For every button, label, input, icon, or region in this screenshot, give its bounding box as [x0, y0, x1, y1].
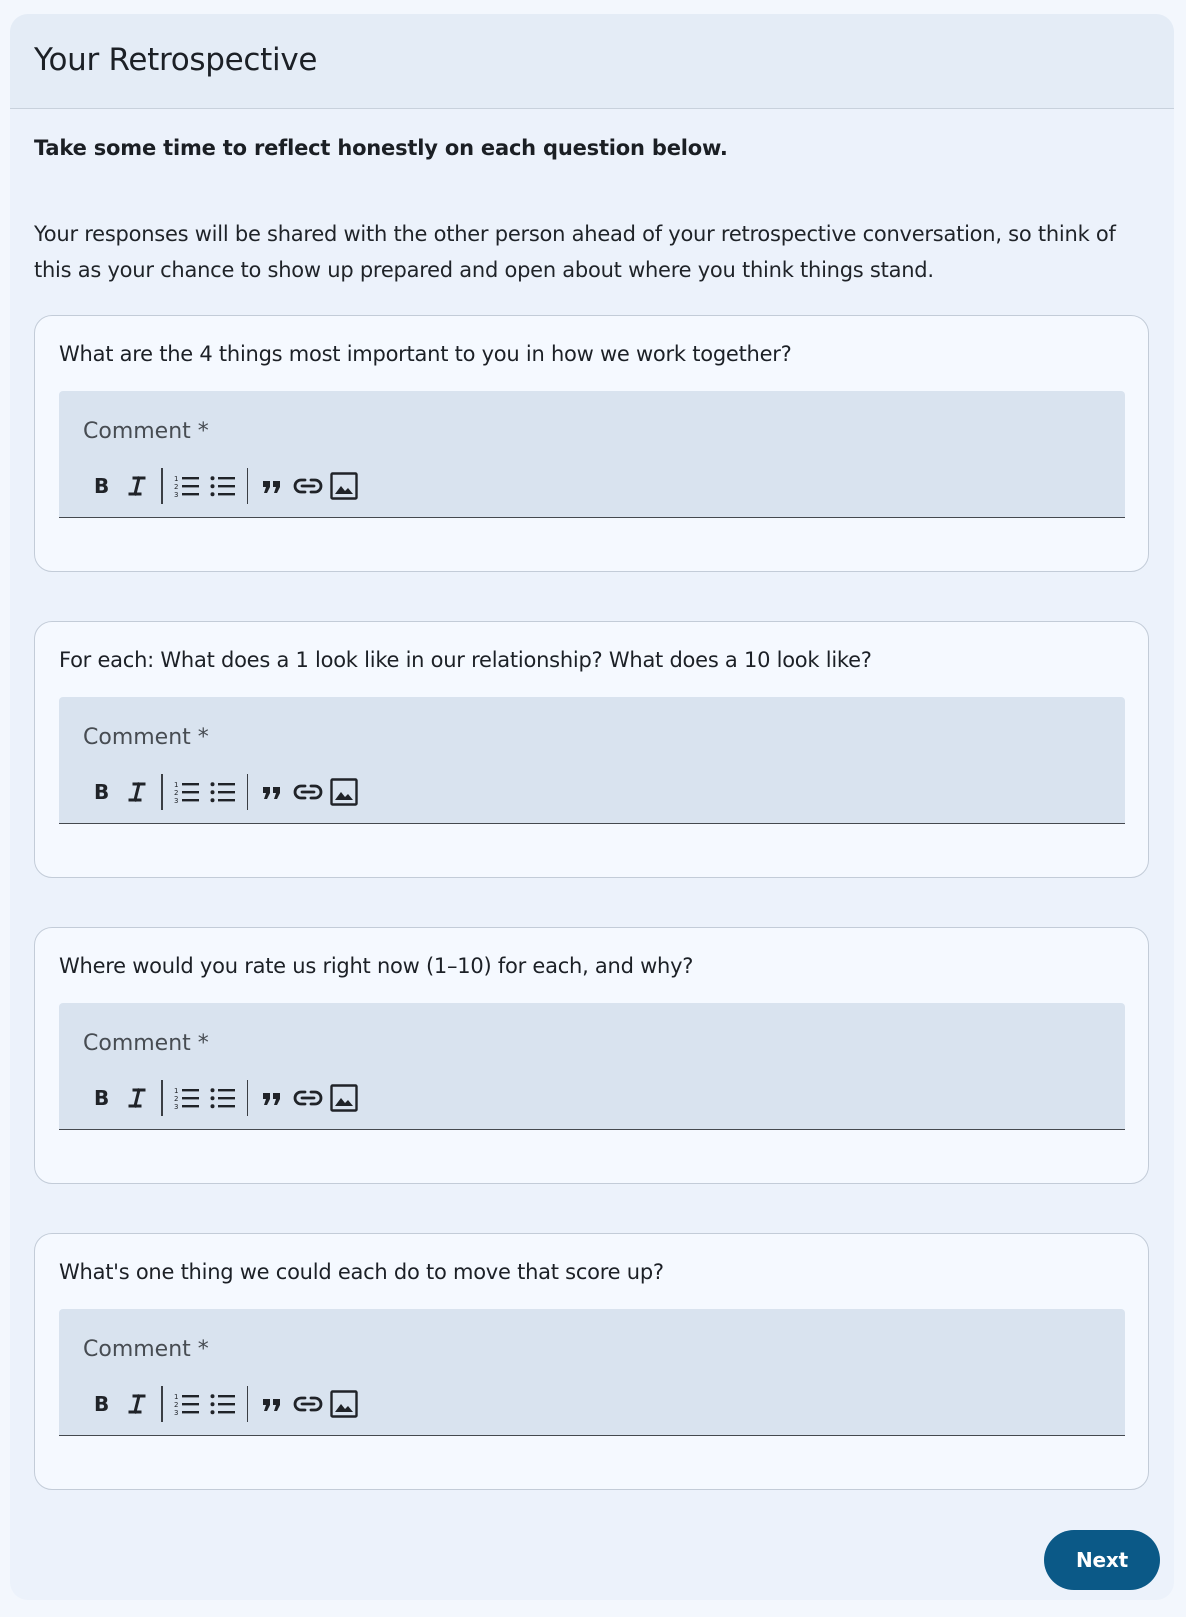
comment-editor-1[interactable] [59, 391, 1125, 518]
numbered-list-button[interactable] [169, 775, 205, 809]
question-card-2 [34, 621, 1149, 878]
formatting-toolbar [83, 774, 362, 810]
image-icon [330, 1084, 358, 1112]
formatting-toolbar [83, 1386, 362, 1422]
italic-button[interactable] [119, 1081, 155, 1115]
svg-text:1: 1 [173, 1393, 178, 1401]
svg-text:3: 3 [173, 1409, 178, 1416]
bulleted-list-button[interactable] [205, 775, 241, 809]
svg-text:B: B [94, 475, 110, 497]
next-button[interactable]: Next [1044, 1530, 1160, 1590]
svg-text:2: 2 [173, 483, 178, 491]
comment-label: Comment * [83, 725, 209, 750]
toolbar-divider [247, 1386, 249, 1422]
question-label: What's one thing we could each do to move that score up? [59, 1260, 664, 1284]
toolbar-divider [161, 468, 163, 504]
bulleted-list-button[interactable] [205, 469, 241, 503]
bulleted-list-icon [210, 1086, 236, 1110]
quote-button[interactable] [254, 1387, 290, 1421]
italic-icon [127, 1393, 147, 1415]
svg-text:2: 2 [173, 789, 178, 797]
bold-icon [91, 781, 111, 803]
svg-text:2: 2 [173, 1095, 178, 1103]
comment-label: Comment * [83, 1337, 209, 1362]
bulleted-list-button[interactable] [205, 1387, 241, 1421]
quote-icon [261, 1087, 283, 1109]
image-icon [330, 778, 358, 806]
quote-icon [261, 1393, 283, 1415]
italic-button[interactable] [119, 775, 155, 809]
quote-button[interactable] [254, 469, 290, 503]
numbered-list-button[interactable] [169, 469, 205, 503]
svg-text:B: B [94, 1087, 110, 1109]
numbered-list-button[interactable] [169, 1387, 205, 1421]
svg-text:3: 3 [173, 1103, 178, 1110]
question-card-3 [34, 927, 1149, 1184]
svg-text:2: 2 [173, 1401, 178, 1409]
link-button[interactable] [290, 1081, 326, 1115]
bold-button[interactable] [83, 775, 119, 809]
bulleted-list-icon [210, 780, 236, 804]
quote-icon [261, 781, 283, 803]
quote-icon [261, 475, 283, 497]
svg-text:3: 3 [173, 491, 178, 498]
bold-icon [91, 475, 111, 497]
image-icon [330, 1390, 358, 1418]
bold-button[interactable] [83, 1387, 119, 1421]
bulleted-list-button[interactable] [205, 1081, 241, 1115]
italic-button[interactable] [119, 1387, 155, 1421]
bold-icon [91, 1393, 111, 1415]
link-icon [293, 782, 323, 802]
italic-icon [127, 781, 147, 803]
link-icon [293, 1394, 323, 1414]
svg-text:3: 3 [173, 797, 178, 804]
intro-text: Your responses will be shared with the other person ahead of your retrospective conversation, so think of this as your chance to show up prepared and open about where you think things stand. [34, 222, 1116, 282]
bold-icon [91, 1087, 111, 1109]
link-button[interactable] [290, 1387, 326, 1421]
comment-editor-4[interactable] [59, 1309, 1125, 1436]
image-button[interactable] [326, 1081, 362, 1115]
page-title: Your Retrospective [34, 42, 318, 78]
italic-icon [127, 475, 147, 497]
svg-text:B: B [94, 1393, 110, 1415]
link-icon [293, 1088, 323, 1108]
toolbar-divider [247, 1080, 249, 1116]
question-label: What are the 4 things most important to you in how we work together? [59, 342, 792, 366]
question-label: Where would you rate us right now (1–10) for each, and why? [59, 954, 694, 978]
comment-label: Comment * [83, 419, 209, 444]
retrospective-card [10, 14, 1174, 1600]
toolbar-divider [161, 1386, 163, 1422]
intro-heading: Take some time to reflect honestly on each question below. [34, 136, 728, 160]
svg-text:1: 1 [173, 781, 178, 789]
bulleted-list-icon [210, 474, 236, 498]
card-header [10, 14, 1174, 109]
toolbar-divider [161, 774, 163, 810]
quote-button[interactable] [254, 1081, 290, 1115]
svg-text:1: 1 [173, 1087, 178, 1095]
numbered-list-icon [174, 474, 200, 498]
svg-text:1: 1 [173, 475, 178, 483]
toolbar-divider [247, 468, 249, 504]
svg-text:B: B [94, 781, 110, 803]
toolbar-divider [161, 1080, 163, 1116]
comment-label: Comment * [83, 1031, 209, 1056]
image-button[interactable] [326, 775, 362, 809]
link-button[interactable] [290, 469, 326, 503]
numbered-list-icon [174, 780, 200, 804]
image-button[interactable] [326, 469, 362, 503]
numbered-list-icon [174, 1392, 200, 1416]
link-icon [293, 476, 323, 496]
italic-button[interactable] [119, 469, 155, 503]
bold-button[interactable] [83, 469, 119, 503]
numbered-list-icon [174, 1086, 200, 1110]
image-icon [330, 472, 358, 500]
formatting-toolbar [83, 468, 362, 504]
bold-button[interactable] [83, 1081, 119, 1115]
bulleted-list-icon [210, 1392, 236, 1416]
numbered-list-button[interactable] [169, 1081, 205, 1115]
quote-button[interactable] [254, 775, 290, 809]
question-card-1 [34, 315, 1149, 572]
comment-editor-3[interactable] [59, 1003, 1125, 1130]
link-button[interactable] [290, 775, 326, 809]
image-button[interactable] [326, 1387, 362, 1421]
question-card-4 [34, 1233, 1149, 1490]
comment-editor-2[interactable] [59, 697, 1125, 824]
italic-icon [127, 1087, 147, 1109]
question-label: For each: What does a 1 look like in our relationship? What does a 10 look like? [59, 648, 872, 672]
toolbar-divider [247, 774, 249, 810]
formatting-toolbar [83, 1080, 362, 1116]
